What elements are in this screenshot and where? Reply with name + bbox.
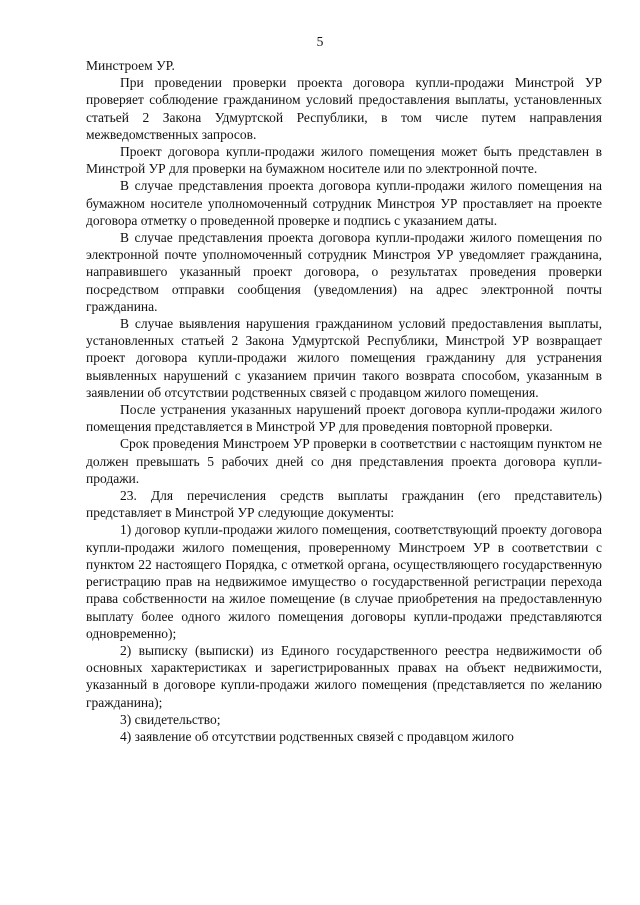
paragraph-item-23: 23. Для перечисления средств выплаты гражданин (его представитель) представляет в Минстрой УР следующие документы:	[86, 488, 602, 521]
paragraph-verification: При проведении проверки проекта договора купли-продажи Минстрой УР проверяет соблюдение гражданином условий предоставления выплаты, установленных статьей 2 Закона Удмуртской Республики, в том числе путем направления межведомственных запросов.	[86, 75, 602, 142]
paragraph-deadline: Срок проведения Минстроем УР проверки в соответствии с настоящим пунктом не должен превышать 5 рабочих дней со дня представления проекта договора купли-продажи.	[86, 436, 602, 486]
list-item-4: 4) заявление об отсутствии родственных связей с продавцом жилого	[120, 728, 514, 744]
paragraph-continuation: Минстроем УР.	[86, 58, 175, 73]
paragraph-paper-submission: В случае представления проекта договора купли-продажи жилого помещения на бумажном носителе уполномоченный сотрудник Минстроя УР проставляет на проекте договора отметку о проведенной проверке и подпись с указанием даты.	[86, 178, 602, 228]
paragraph-resubmission: После устранения указанных нарушений проект договора купли-продажи жилого помещения представляется в Минстрой УР для проведения повторной проверки.	[86, 402, 602, 435]
document-body	[86, 57, 602, 745]
list-item-3: 3) свидетельство;	[120, 711, 221, 727]
paragraph-violations: В случае выявления нарушения гражданином условий предоставления выплаты, установленных статьей 2 Закона Удмуртской Республики, Минстрой УР возвращает проект договора купли-продажи жилого помещения гражданину для устранения выявленных нарушений с указанием причин такого возврата способом, указанным в заявлении об отсутствии родственных связей с продавцом жилого помещения.	[86, 316, 602, 400]
list-item-2: 2) выписку (выписки) из Единого государственного реестра недвижимости об основных характеристиках и зарегистрированных правах на объект недвижимости, указанный в договоре купли-продажи жилого помещения (представляется по желанию гражданина);	[86, 642, 602, 710]
paragraph-email-submission: В случае представления проекта договора купли-продажи жилого помещения по электронной почте уполномоченный сотрудник Минстроя УР уведомляет гражданина, направившего указанный проект договора, о результатах проведения проверки посредством отправки сообщения (уведомления) на адрес электронной почты гражданина.	[86, 230, 602, 314]
page-number: 5	[316, 34, 324, 49]
list-item-1: 1) договор купли-продажи жилого помещения, соответствующий проекту договора купли-продажи жилого помещения, проверенному Минстроем УР в соответствии с пунктом 22 настоящего Порядка, с отметкой органа, осуществляющего государственную регистрацию прав на недвижимое имущество о государственной регистрации перехода права собственности на жилое помещение (в случае приобретения на предоставленную выплату более одного жилого помещения договоры купли-продажи представляются одновременно);	[86, 522, 602, 641]
paragraph-submission-methods: Проект договора купли-продажи жилого помещения может быть представлен в Минстрой УР для проверки на бумажном носителе или по электронной почте.	[86, 144, 602, 177]
